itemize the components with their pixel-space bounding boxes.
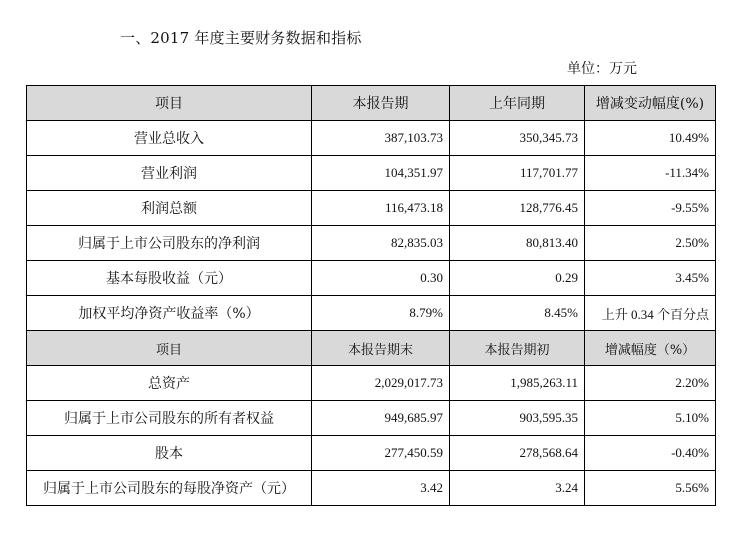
financial-data-table	[26, 85, 716, 506]
period-start-value: 278,568.64	[450, 436, 585, 471]
row-label: 基本每股收益（元）	[27, 261, 312, 296]
table-row	[27, 121, 716, 156]
column-header-change-rate: 增减变动幅度(%)	[585, 86, 716, 121]
table-row	[27, 296, 716, 331]
current-value: 116,473.18	[312, 191, 450, 226]
current-value: 387,103.73	[312, 121, 450, 156]
table-row	[27, 261, 716, 296]
column-header-current-period: 本报告期	[312, 86, 450, 121]
row-label: 营业利润	[27, 156, 312, 191]
row-label: 总资产	[27, 366, 312, 401]
change-value: -9.55%	[585, 191, 716, 226]
period-end-value: 949,685.97	[312, 401, 450, 436]
period-start-value: 3.24	[450, 471, 585, 506]
column-header-period-start: 本报告期初	[450, 331, 585, 366]
change-value: 3.45%	[585, 261, 716, 296]
section-heading: 一、2017 年度主要财务数据和指标	[120, 29, 362, 47]
period-end-value: 277,450.59	[312, 436, 450, 471]
table-row	[27, 401, 716, 436]
table-subheader-row	[27, 331, 716, 366]
prior-value: 80,813.40	[450, 226, 585, 261]
column-header-change-rate: 增减幅度（%）	[585, 331, 716, 366]
change-value: -0.40%	[585, 436, 716, 471]
period-start-value: 903,595.35	[450, 401, 585, 436]
table-row	[27, 191, 716, 226]
row-label: 归属于上市公司股东的净利润	[27, 226, 312, 261]
column-header-item: 项目	[27, 86, 312, 121]
change-value: 2.50%	[585, 226, 716, 261]
change-value: 10.49%	[585, 121, 716, 156]
prior-value: 8.45%	[450, 296, 585, 331]
table-row	[27, 436, 716, 471]
current-value: 104,351.97	[312, 156, 450, 191]
table-row	[27, 366, 716, 401]
column-header-item: 项目	[27, 331, 312, 366]
prior-value: 0.29	[450, 261, 585, 296]
table-row	[27, 471, 716, 506]
period-start-value: 1,985,263.11	[450, 366, 585, 401]
period-end-value: 2,029,017.73	[312, 366, 450, 401]
change-value: 2.20%	[585, 366, 716, 401]
period-end-value: 3.42	[312, 471, 450, 506]
table-row	[27, 226, 716, 261]
prior-value: 128,776.45	[450, 191, 585, 226]
prior-value: 117,701.77	[450, 156, 585, 191]
current-value: 0.30	[312, 261, 450, 296]
row-label: 利润总额	[27, 191, 312, 226]
unit-label: 单位：万元	[567, 61, 637, 77]
column-header-period-end: 本报告期末	[312, 331, 450, 366]
change-value: 上升 0.34 个百分点	[585, 296, 716, 331]
current-value: 8.79%	[312, 296, 450, 331]
table-header-row	[27, 86, 716, 121]
row-label: 营业总收入	[27, 121, 312, 156]
prior-value: 350,345.73	[450, 121, 585, 156]
row-label: 归属于上市公司股东的每股净资产（元）	[27, 471, 312, 506]
change-value: -11.34%	[585, 156, 716, 191]
row-label: 股本	[27, 436, 312, 471]
table-row	[27, 156, 716, 191]
row-label: 加权平均净资产收益率（%）	[27, 296, 312, 331]
change-value: 5.10%	[585, 401, 716, 436]
column-header-prior-period: 上年同期	[450, 86, 585, 121]
row-label: 归属于上市公司股东的所有者权益	[27, 401, 312, 436]
current-value: 82,835.03	[312, 226, 450, 261]
change-value: 5.56%	[585, 471, 716, 506]
